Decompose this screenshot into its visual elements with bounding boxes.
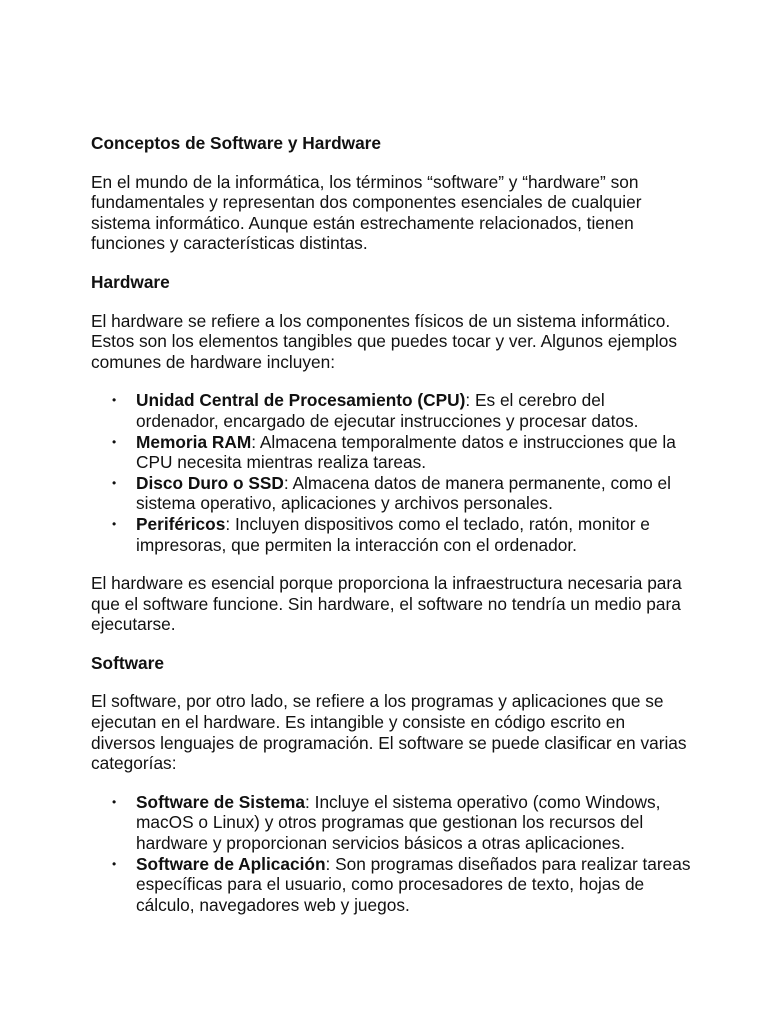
hardware-list	[91, 390, 691, 555]
bullet-icon: •	[112, 516, 117, 531]
software-intro-paragraph: El software, por otro lado, se refiere a los programas y aplicaciones que se ejecutan en el hardware. Es intangible y consiste en código escrito en diversos lenguajes de programación. El software se puede clasificar en varias categorías:	[91, 691, 687, 774]
list-item	[112, 853, 691, 916]
bullet-icon: •	[112, 475, 117, 490]
hardware-heading: Hardware	[91, 271, 170, 292]
hardware-intro-paragraph: El hardware se refiere a los componentes físicos de un sistema informático. Estos son los elementos tangibles que puedes tocar y ver. Algunos ejemplos comunes de hardware incluyen:	[91, 310, 677, 372]
list-item-term: Unidad Central de Procesamiento (CPU)	[136, 390, 466, 411]
list-item-term: Memoria RAM	[136, 431, 252, 452]
intro-paragraph: En el mundo de la informática, los términos “software” y “hardware” son fundamentales y representan dos componentes esenciales de cualquier sistema informático. Aunque están estrechamente relacionados, tienen funciones y características distintas.	[91, 171, 642, 254]
list-item	[112, 513, 691, 555]
list-item-term: Disco Duro o SSD	[136, 472, 284, 493]
list-item-description: : Incluye el sistema operativo (como Windows, macOS o Linux) y otros programas que gestionan los recursos del hardware y proporcionan servicios básicos a otras aplicaciones.	[136, 791, 661, 854]
list-item	[112, 791, 691, 854]
software-list	[91, 792, 691, 916]
list-item-description: : Incluyen dispositivos como el teclado, ratón, monitor e impresoras, que permiten la interacción con el ordenador.	[136, 513, 650, 555]
list-item-description: : Son programas diseñados para realizar tareas específicas para el usuario, como procesadores de texto, hojas de cálculo, navegadores web y juegos.	[136, 853, 691, 915]
hardware-conclusion-paragraph: El hardware es esencial porque proporciona la infraestructura necesaria para que el software funcione. Sin hardware, el software no tendría un medio para ejecutarse.	[91, 573, 682, 635]
list-item-term: Software de Sistema	[136, 791, 306, 812]
bullet-icon: •	[112, 393, 117, 408]
document-page	[91, 133, 691, 933]
list-item-description: : Es el cerebro del ordenador, encargado de ejecutar instrucciones y procesar datos.	[136, 390, 639, 431]
list-item	[112, 472, 691, 514]
bullet-icon: •	[112, 794, 117, 809]
bullet-icon: •	[112, 434, 117, 449]
software-heading: Software	[91, 652, 164, 673]
list-item-description: : Almacena temporalmente datos e instrucciones que la CPU necesita mientras realiza tareas.	[136, 431, 676, 473]
list-item-term: Software de Aplicación	[136, 853, 326, 874]
document-title: Conceptos de Software y Hardware	[91, 133, 382, 153]
list-item-term: Periféricos	[136, 513, 226, 534]
list-item	[112, 431, 691, 473]
list-item	[112, 390, 691, 431]
bullet-icon: •	[112, 856, 117, 871]
list-item-description: : Almacena datos de manera permanente, como el sistema operativo, aplicaciones y archivos personales.	[136, 472, 672, 514]
